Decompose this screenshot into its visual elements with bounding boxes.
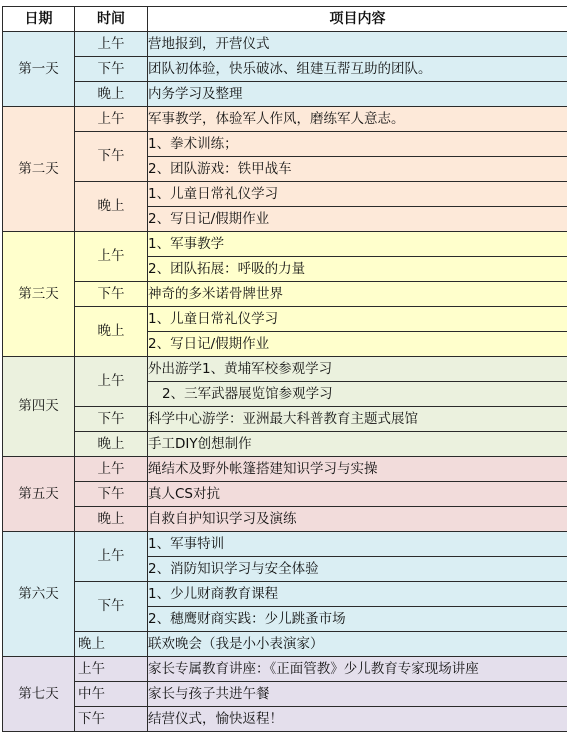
day-cell: 第七天 <box>3 657 75 732</box>
item-cell: 1、拳术训练； <box>148 132 567 157</box>
item-cell: 联欢晚会（我是小小表演家） <box>148 632 567 657</box>
time-cell: 下午 <box>75 407 148 432</box>
table-row <box>3 707 567 732</box>
day-cell: 第三天 <box>3 232 75 357</box>
time-cell: 上午 <box>75 32 148 57</box>
day-cell: 第六天 <box>3 532 75 657</box>
table-row <box>3 457 567 482</box>
time-cell: 中午 <box>75 682 148 707</box>
item-cell: 营地报到，开营仪式 <box>148 32 567 57</box>
item-cell: 手工DIY创想制作 <box>148 432 567 457</box>
header-row <box>3 7 567 32</box>
table-row <box>3 282 567 307</box>
item-cell: 2、团队拓展：呼吸的力量 <box>148 257 567 282</box>
item-cell: 外出游学1、黄埔军校参观学习 <box>148 357 567 382</box>
item-cell: 1、儿童日常礼仪学习 <box>148 182 567 207</box>
item-cell: 2、写日记/假期作业 <box>148 207 567 232</box>
time-cell: 上午 <box>75 357 148 407</box>
table-row <box>3 82 567 107</box>
time-cell: 上午 <box>75 532 148 582</box>
table-row <box>3 407 567 432</box>
item-cell: 家长专属教育讲座：《正面管教》少儿教育专家现场讲座 <box>148 657 567 682</box>
item-cell: 2、消防知识学习与安全体验 <box>148 557 567 582</box>
table-row <box>3 632 567 657</box>
time-cell: 晚上 <box>75 82 148 107</box>
table-row <box>3 32 567 57</box>
item-cell: 2、写日记/假期作业 <box>148 332 567 357</box>
item-cell: 家长与孩子共进午餐 <box>148 682 567 707</box>
header-day: 日期 <box>3 7 75 32</box>
time-cell: 上午 <box>75 107 148 132</box>
item-cell: 1、军事特训 <box>148 532 567 557</box>
time-cell: 晚上 <box>75 182 148 232</box>
table-row <box>3 132 567 157</box>
time-cell: 上午 <box>75 657 148 682</box>
item-cell: 科学中心游学：亚洲最大科普教育主题式展馆 <box>148 407 567 432</box>
schedule-table <box>2 6 567 732</box>
table-row <box>3 57 567 82</box>
time-cell: 下午 <box>75 707 148 732</box>
table-row <box>3 307 567 332</box>
item-cell: 1、少儿财商教育课程 <box>148 582 567 607</box>
item-cell: 军事教学，体验军人作风，磨练军人意志。 <box>148 107 567 132</box>
day-cell: 第二天 <box>3 107 75 232</box>
time-cell: 晚上 <box>75 432 148 457</box>
table-row <box>3 482 567 507</box>
item-cell: 神奇的多米诺骨牌世界 <box>148 282 567 307</box>
header-time: 时间 <box>75 7 148 32</box>
item-cell: 2、三军武器展览馆参观学习 <box>148 382 567 407</box>
item-cell: 2、团队游戏：铁甲战车 <box>148 157 567 182</box>
time-cell: 下午 <box>75 132 148 182</box>
item-cell: 自救自护知识学习及演练 <box>148 507 567 532</box>
day-cell: 第四天 <box>3 357 75 457</box>
time-cell: 晚上 <box>75 632 148 657</box>
time-cell: 下午 <box>75 57 148 82</box>
time-cell: 上午 <box>75 232 148 282</box>
time-cell: 晚上 <box>75 507 148 532</box>
day-cell: 第一天 <box>3 32 75 107</box>
item-cell: 真人CS对抗 <box>148 482 567 507</box>
time-cell: 下午 <box>75 482 148 507</box>
table-row <box>3 682 567 707</box>
item-cell: 1、儿童日常礼仪学习 <box>148 307 567 332</box>
table-row <box>3 507 567 532</box>
table-row <box>3 182 567 207</box>
time-cell: 上午 <box>75 457 148 482</box>
table-row <box>3 657 567 682</box>
table-row <box>3 107 567 132</box>
table-row <box>3 582 567 607</box>
item-cell: 2、穗鹰财商实践：少儿跳蚤市场 <box>148 607 567 632</box>
item-cell: 团队初体验，快乐破冰、组建互帮互助的团队。 <box>148 57 567 82</box>
table-row <box>3 532 567 557</box>
time-cell: 晚上 <box>75 307 148 357</box>
table-row <box>3 432 567 457</box>
table-row <box>3 357 567 382</box>
item-cell: 1、军事教学 <box>148 232 567 257</box>
header-item: 项目内容 <box>148 7 567 32</box>
table-row <box>3 232 567 257</box>
time-cell: 下午 <box>75 282 148 307</box>
item-cell: 内务学习及整理 <box>148 82 567 107</box>
item-cell: 结营仪式，愉快返程！ <box>148 707 567 732</box>
item-cell: 绳结术及野外帐篷搭建知识学习与实操 <box>148 457 567 482</box>
time-cell: 下午 <box>75 582 148 632</box>
day-cell: 第五天 <box>3 457 75 532</box>
